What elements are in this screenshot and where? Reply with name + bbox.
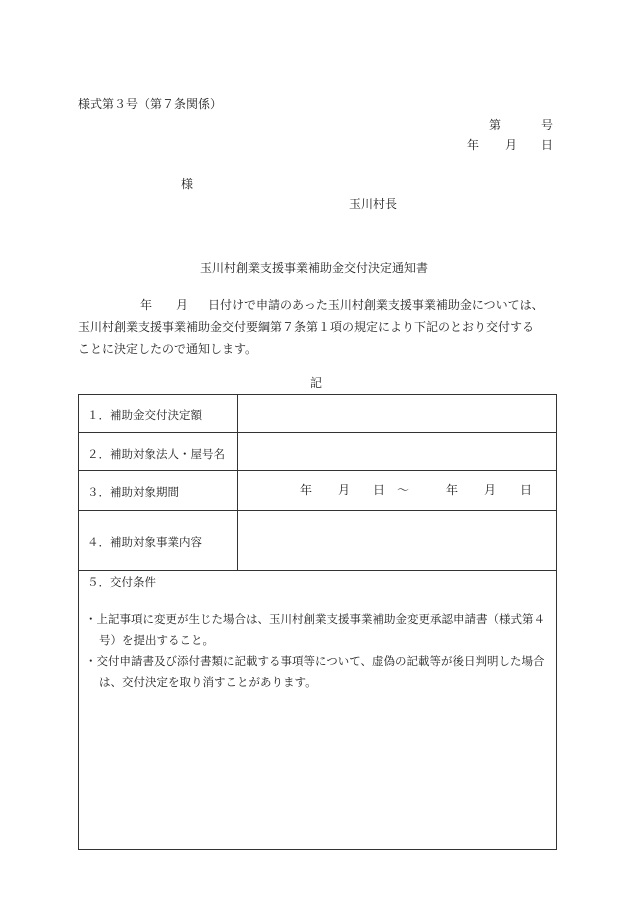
- body-line-1-text: 日付けで申請のあった玉川村創業支援事業補助金については、: [208, 298, 544, 312]
- doc-number-prefix: 第: [489, 118, 502, 132]
- table-row-divider: [79, 470, 556, 471]
- row-label-subsidy-period: ３．補助対象期間: [87, 485, 179, 499]
- date-day: 日: [541, 138, 554, 152]
- addressee-suffix: 様: [181, 177, 194, 191]
- body-month: 月: [176, 298, 189, 312]
- condition-item: ・上記事項に変更が生じた場合は、玉川村創業支援事業補助金変更承認申請書（様式第４号）を提出すること。: [85, 612, 545, 647]
- ki-heading: 記: [310, 376, 323, 390]
- sender-name: 玉川村長: [349, 197, 398, 211]
- body-line-1: [78, 294, 558, 316]
- details-table: [78, 394, 557, 850]
- period-start-month: 月: [338, 483, 351, 497]
- row-label-project-content: ４．補助対象事業内容: [87, 535, 202, 549]
- date-year: 年: [467, 138, 480, 152]
- period-end-year: 年: [446, 483, 459, 497]
- conditions-label: ５．交付条件: [87, 575, 156, 589]
- period-end-day: 日: [520, 483, 533, 497]
- form-number: 様式第３号（第７条関係）: [78, 97, 223, 111]
- body-line-2: 玉川村創業支援事業補助金交付要綱第７条第１項の規定により下記のとおり交付する: [78, 320, 535, 334]
- body-paragraph: [78, 294, 558, 360]
- row-label-subsidized-entity: ２．補助対象法人・屋号名: [87, 447, 225, 461]
- period-start-day: 日: [373, 483, 386, 497]
- document-title: 玉川村創業支援事業補助金交付決定通知書: [200, 261, 429, 275]
- table-row-divider: [79, 570, 556, 571]
- condition-item: ・交付申請書及び添付書類に記載する事項等について、虚偽の記載等が後日判明した場合は、交付決定を取り消すことがあります。: [85, 654, 545, 689]
- table-column-divider: [237, 395, 238, 570]
- table-row-divider: [79, 432, 556, 433]
- period-start-year: 年: [300, 483, 313, 497]
- conditions-list: [85, 609, 555, 693]
- table-row-divider: [79, 510, 556, 511]
- body-line-3: ことに決定したので通知します。: [78, 342, 258, 356]
- period-end-month: 月: [484, 483, 497, 497]
- body-year: 年: [140, 298, 153, 312]
- row-label-grant-amount: １．補助金交付決定額: [87, 408, 202, 422]
- period-tilde: 〜: [397, 483, 410, 497]
- date-month: 月: [505, 138, 518, 152]
- doc-number-suffix: 号: [541, 118, 554, 132]
